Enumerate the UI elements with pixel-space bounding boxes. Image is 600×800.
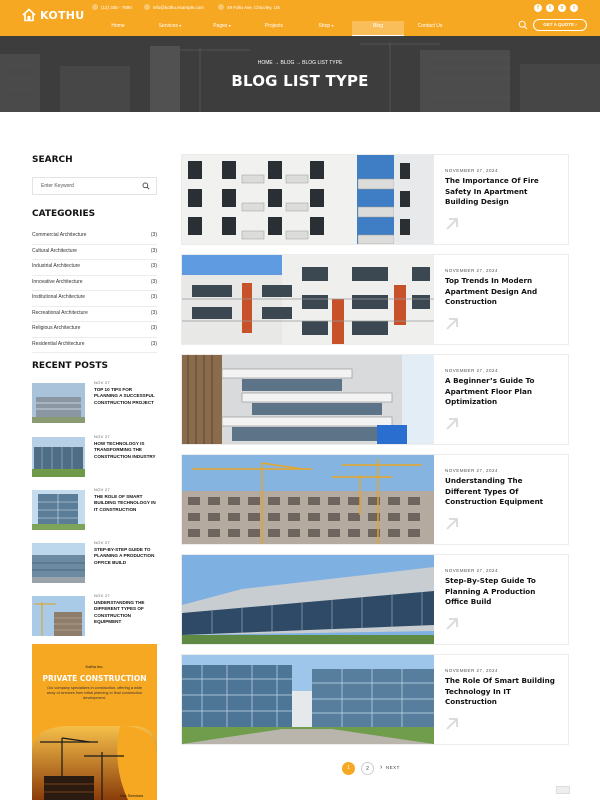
house-logo-icon: [22, 8, 36, 22]
category-item[interactable]: Cultural Architecture (3): [32, 245, 157, 261]
post-title[interactable]: The Importance Of Fire Safety In Apartment Building Design: [445, 176, 539, 206]
recent-post-title[interactable]: STEP-BY-STEP GUIDE TO PLANNING A PRODUCTION OFFICE BUILD: [94, 547, 155, 565]
recent-post[interactable]: [32, 434, 157, 482]
recent-post[interactable]: [32, 487, 157, 535]
recent-post-title[interactable]: UNDERSTANDING THE DIFFERENT TYPES OF CONSTRUCTION EQUIPMENT: [94, 600, 145, 624]
promo-services-link[interactable]: Our Services: [120, 793, 144, 798]
recent-post-thumbnail[interactable]: [32, 596, 85, 636]
recent-post-thumbnail[interactable]: [32, 437, 85, 477]
page-hero: [0, 36, 600, 112]
category-item[interactable]: Religious Architecture (3): [32, 322, 157, 338]
address-contact: [218, 4, 280, 10]
page-1-button[interactable]: 1: [342, 762, 355, 775]
arrow-up-right-icon[interactable]: [444, 316, 460, 332]
logo[interactable]: [22, 8, 85, 22]
search-icon[interactable]: [142, 182, 150, 190]
next-label: NEXT: [385, 765, 400, 770]
recent-post[interactable]: [32, 380, 157, 428]
category-item[interactable]: Residential Architecture (3): [32, 338, 157, 354]
site-header: [0, 0, 600, 36]
recent-post-date: NOV 27: [94, 434, 111, 439]
twitter-icon[interactable]: t: [546, 4, 554, 12]
recent-post-date: NOV 27: [94, 487, 111, 492]
recent-post-title[interactable]: THE ROLE OF SMART BUILDING TECHNOLOGY IN IT CONSTRUCTION: [94, 494, 156, 512]
post-image[interactable]: [182, 255, 434, 344]
search-input[interactable]: Enter Keyword: [41, 183, 74, 189]
recent-post-thumbnail[interactable]: [32, 383, 85, 423]
category-item[interactable]: Recreational Architecture (3): [32, 307, 157, 323]
address-text: 49 Folio Ave, Chicoley, US: [227, 4, 280, 10]
mail-icon: [144, 4, 150, 10]
category-item[interactable]: Institutional Architecture (3): [32, 291, 157, 307]
recent-posts-heading: RECENT POSTS: [32, 361, 108, 371]
nav-pages[interactable]: Pages ▾: [213, 23, 231, 29]
nav-shop[interactable]: Shop ▾: [318, 23, 334, 29]
post-image[interactable]: [182, 555, 434, 644]
category-item[interactable]: Innovative Architecture (3): [32, 276, 157, 292]
post-card[interactable]: [181, 654, 569, 745]
post-title[interactable]: Understanding The Different Types Of Construction Equipment: [445, 476, 544, 506]
page-title: BLOG LIST TYPE: [231, 72, 369, 90]
recent-post-title[interactable]: HOW TECHNOLOGY IS TRANSFORMING THE CONSTRUCTION INDUSTRY: [94, 441, 156, 459]
logo-text: KOTHU: [40, 8, 85, 22]
chevron-down-icon: ▾: [331, 23, 334, 28]
arrow-up-right-icon[interactable]: [444, 216, 460, 232]
post-date: NOVEMBER 27, 2024: [445, 668, 499, 673]
nav-services[interactable]: Services ▾: [158, 23, 182, 29]
phone-icon: [92, 4, 98, 10]
post-date: NOVEMBER 27, 2024: [445, 468, 499, 473]
main-nav: [92, 21, 456, 36]
arrow-up-right-icon[interactable]: [444, 616, 460, 632]
recent-post[interactable]: [32, 593, 157, 641]
chevron-down-icon: ▾: [228, 23, 231, 28]
recent-post-date: NOV 27: [94, 380, 111, 385]
chevron-down-icon: ▾: [179, 23, 182, 28]
facebook-icon[interactable]: f: [534, 4, 542, 12]
corner-widget[interactable]: [556, 786, 570, 794]
arrow-up-right-icon[interactable]: [444, 416, 460, 432]
recent-post-title[interactable]: TOP 10 TIPS FOR PLANNING A SUCCESSFUL CONSTRUCTION PROJECT: [94, 387, 155, 405]
post-card[interactable]: [181, 454, 569, 545]
post-date: NOVEMBER 27, 2024: [445, 268, 499, 273]
promo-banner[interactable]: [32, 644, 157, 800]
promo-sunset-image: [32, 726, 157, 800]
post-date: NOVEMBER 27, 2024: [445, 168, 499, 173]
post-date: NOVEMBER 27, 2024: [445, 368, 499, 373]
post-title[interactable]: Top Trends In Modern Apartment Design And Construction: [445, 276, 538, 306]
instagram-icon[interactable]: i: [570, 4, 578, 12]
recent-post-thumbnail[interactable]: [32, 543, 85, 583]
recent-post-date: NOV 27: [94, 593, 111, 598]
post-title[interactable]: The Role Of Smart Building Technology In IT Construction: [445, 676, 555, 706]
email-text: info@kothu.example.com: [153, 4, 204, 10]
search-heading: SEARCH: [32, 155, 73, 165]
chevron-right-icon: ›: [380, 764, 383, 771]
post-image[interactable]: [182, 155, 434, 244]
breadcrumb[interactable]: HOME → BLOG → BLOG LIST TYPE: [257, 60, 343, 66]
post-title[interactable]: A Beginner’s Guide To Apartment Floor Plan Optimization: [445, 376, 535, 406]
post-card[interactable]: [181, 254, 569, 345]
recent-post[interactable]: [32, 540, 157, 588]
phone-text: (12) 345 - 7890: [101, 4, 132, 10]
nav-home[interactable]: Home: [111, 23, 125, 29]
promo-description: Our company specializes in construction, offering a wide array of services from initial planning to final construction development.: [46, 686, 143, 700]
post-image[interactable]: [182, 355, 434, 444]
post-title[interactable]: Step-By-Step Guide To Planning A Production Office Build: [445, 576, 536, 606]
location-icon: [218, 4, 224, 10]
search-icon[interactable]: [518, 20, 528, 30]
page-2-button[interactable]: 2: [361, 762, 374, 775]
recent-post-thumbnail[interactable]: [32, 490, 85, 530]
post-card[interactable]: [181, 554, 569, 645]
category-item[interactable]: Commercial Architecture (3): [32, 229, 157, 245]
recent-post-date: NOV 27: [94, 540, 111, 545]
phone-contact[interactable]: [92, 4, 132, 10]
post-date: NOVEMBER 27, 2024: [445, 568, 499, 573]
nav-contact[interactable]: Contact Us: [417, 23, 443, 29]
arrow-up-right-icon[interactable]: [444, 516, 460, 532]
category-item[interactable]: Industrial Architecture (3): [32, 260, 157, 276]
post-card[interactable]: [181, 354, 569, 445]
nav-blog[interactable]: Blog: [352, 21, 404, 36]
social-links: [534, 4, 578, 12]
email-contact[interactable]: [144, 4, 204, 10]
arrow-up-right-icon[interactable]: [444, 716, 460, 732]
post-image[interactable]: [182, 455, 434, 544]
nav-projects[interactable]: Projects: [264, 23, 284, 29]
next-page-button[interactable]: [380, 764, 400, 771]
promo-brand: Kothu Inc.: [85, 664, 104, 669]
categories-heading: CATEGORIES: [32, 209, 96, 219]
promo-title: PRIVATE CONSTRUCTION: [42, 674, 147, 683]
search-field[interactable]: [32, 177, 157, 195]
post-card[interactable]: [181, 154, 569, 245]
x-icon[interactable]: x: [558, 4, 566, 12]
post-image[interactable]: [182, 655, 434, 744]
get-a-quote-button[interactable]: GET A QUOTE ›: [533, 19, 587, 31]
